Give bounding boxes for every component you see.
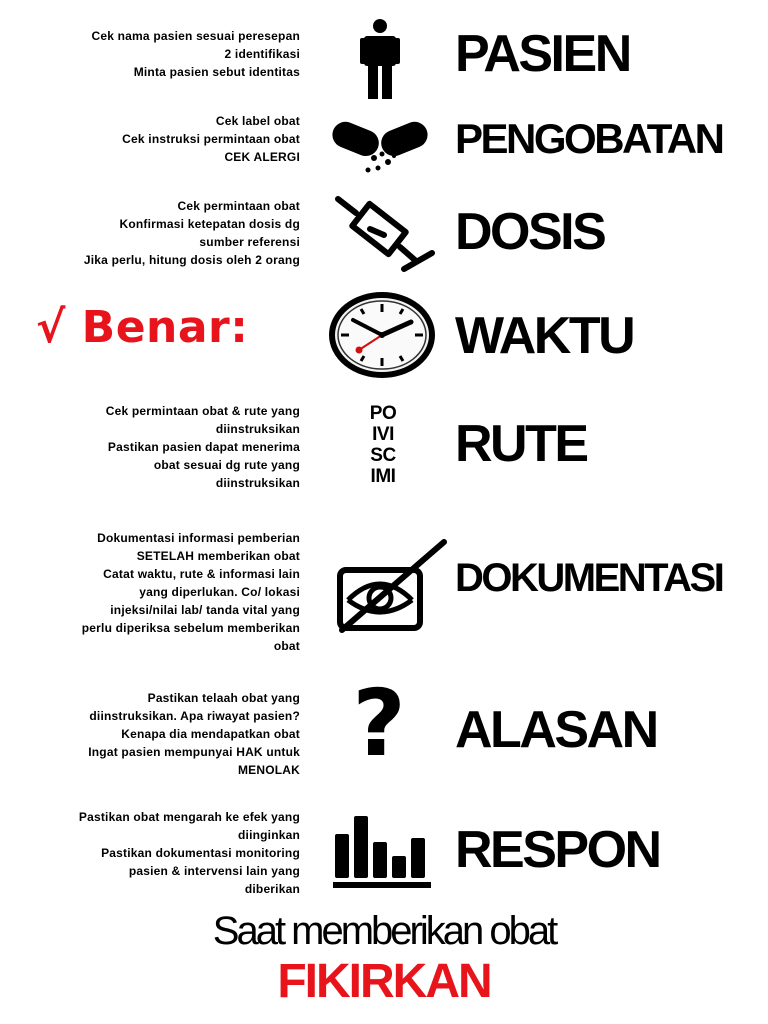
description-line: obat bbox=[273, 639, 300, 653]
description-line: Minta pasien sebut identitas bbox=[133, 65, 300, 79]
footer-subtitle: Saat memberikan obat bbox=[212, 909, 556, 953]
description-line: Catat waktu, rute & informasi lain bbox=[103, 567, 300, 581]
description-line: obat sesuai dg rute yang bbox=[153, 458, 300, 472]
rute-title: RUTE bbox=[455, 415, 587, 473]
footer-title: FIKIRKAN bbox=[277, 955, 491, 1008]
description-line: yang diperlukan. Co/ lokasi bbox=[139, 585, 300, 599]
description-line: diinstruksikan bbox=[215, 422, 300, 436]
description-line: perlu diperiksa sebelum memberikan bbox=[81, 621, 300, 635]
route-code: PO bbox=[369, 403, 397, 424]
description-line: sumber referensi bbox=[199, 235, 300, 249]
route-code: IVI bbox=[372, 424, 394, 445]
pengobatan-description bbox=[10, 112, 300, 166]
description-line: SETELAH memberikan obat bbox=[136, 549, 300, 563]
dokumentasi-description bbox=[10, 529, 300, 655]
benar-heading: √ Benar: bbox=[36, 302, 249, 353]
description-line: 2 identifikasi bbox=[224, 47, 300, 61]
description-line: Cek permintaan obat bbox=[177, 199, 300, 213]
syringe-icon bbox=[332, 195, 440, 280]
description-line: diinstruksikan. Apa riwayat pasien? bbox=[89, 709, 300, 723]
dokumentasi-title: DOKUMENTASI bbox=[455, 556, 723, 600]
person-icon bbox=[360, 18, 400, 100]
capsule-icon bbox=[330, 118, 430, 174]
description-line: MENOLAK bbox=[237, 763, 300, 777]
waktu-title: WAKTU bbox=[455, 307, 634, 365]
dosis-description bbox=[10, 197, 300, 269]
description-line: diinginkan bbox=[238, 828, 300, 842]
pengobatan-title: PENGOBATAN bbox=[455, 115, 723, 162]
alasan-title: ALASAN bbox=[455, 701, 657, 759]
description-line: pasien & intervensi lain yang bbox=[128, 864, 300, 878]
description-line: Cek nama pasien sesuai peresepan bbox=[91, 29, 300, 43]
dosis-title: DOSIS bbox=[455, 203, 605, 261]
description-line: Pastikan telaah obat yang bbox=[147, 691, 300, 705]
route-codes-icon bbox=[356, 403, 410, 487]
description-line: Cek label obat bbox=[215, 114, 300, 128]
description-line: Ingat pasien mempunyai HAK untuk bbox=[88, 745, 300, 759]
description-line: injeksi/nilai lab/ tanda vital yang bbox=[110, 603, 300, 617]
alasan-description bbox=[10, 689, 300, 779]
bar-chart-icon bbox=[331, 812, 433, 888]
description-line: Cek permintaan obat & rute yang bbox=[105, 404, 300, 418]
pasien-title: PASIEN bbox=[455, 25, 630, 83]
description-line: CEK ALERGI bbox=[224, 150, 300, 164]
route-code: IMI bbox=[370, 466, 396, 487]
description-line: Kenapa dia mendapatkan obat bbox=[121, 727, 300, 741]
description-line: Cek instruksi permintaan obat bbox=[122, 132, 300, 146]
crossed-eye-icon bbox=[334, 538, 448, 634]
respon-description bbox=[10, 808, 300, 898]
description-line: Pastikan pasien dapat menerima bbox=[107, 440, 300, 454]
description-line: Pastikan dokumentasi monitoring bbox=[101, 846, 300, 860]
description-line: Konfirmasi ketepatan dosis dg bbox=[119, 217, 300, 231]
question-mark-icon: ? bbox=[352, 670, 406, 777]
description-line: Pastikan obat mengarah ke efek yang bbox=[78, 810, 300, 824]
description-line: diberikan bbox=[244, 882, 300, 896]
route-code: SC bbox=[370, 445, 396, 466]
pasien-description bbox=[10, 27, 300, 81]
clock-icon bbox=[329, 292, 435, 378]
rute-description bbox=[10, 402, 300, 492]
description-line: diinstruksikan bbox=[215, 476, 300, 490]
respon-title: RESPON bbox=[455, 821, 660, 879]
description-line: Dokumentasi informasi pemberian bbox=[97, 531, 300, 545]
description-line: Jika perlu, hitung dosis oleh 2 orang bbox=[83, 253, 300, 267]
